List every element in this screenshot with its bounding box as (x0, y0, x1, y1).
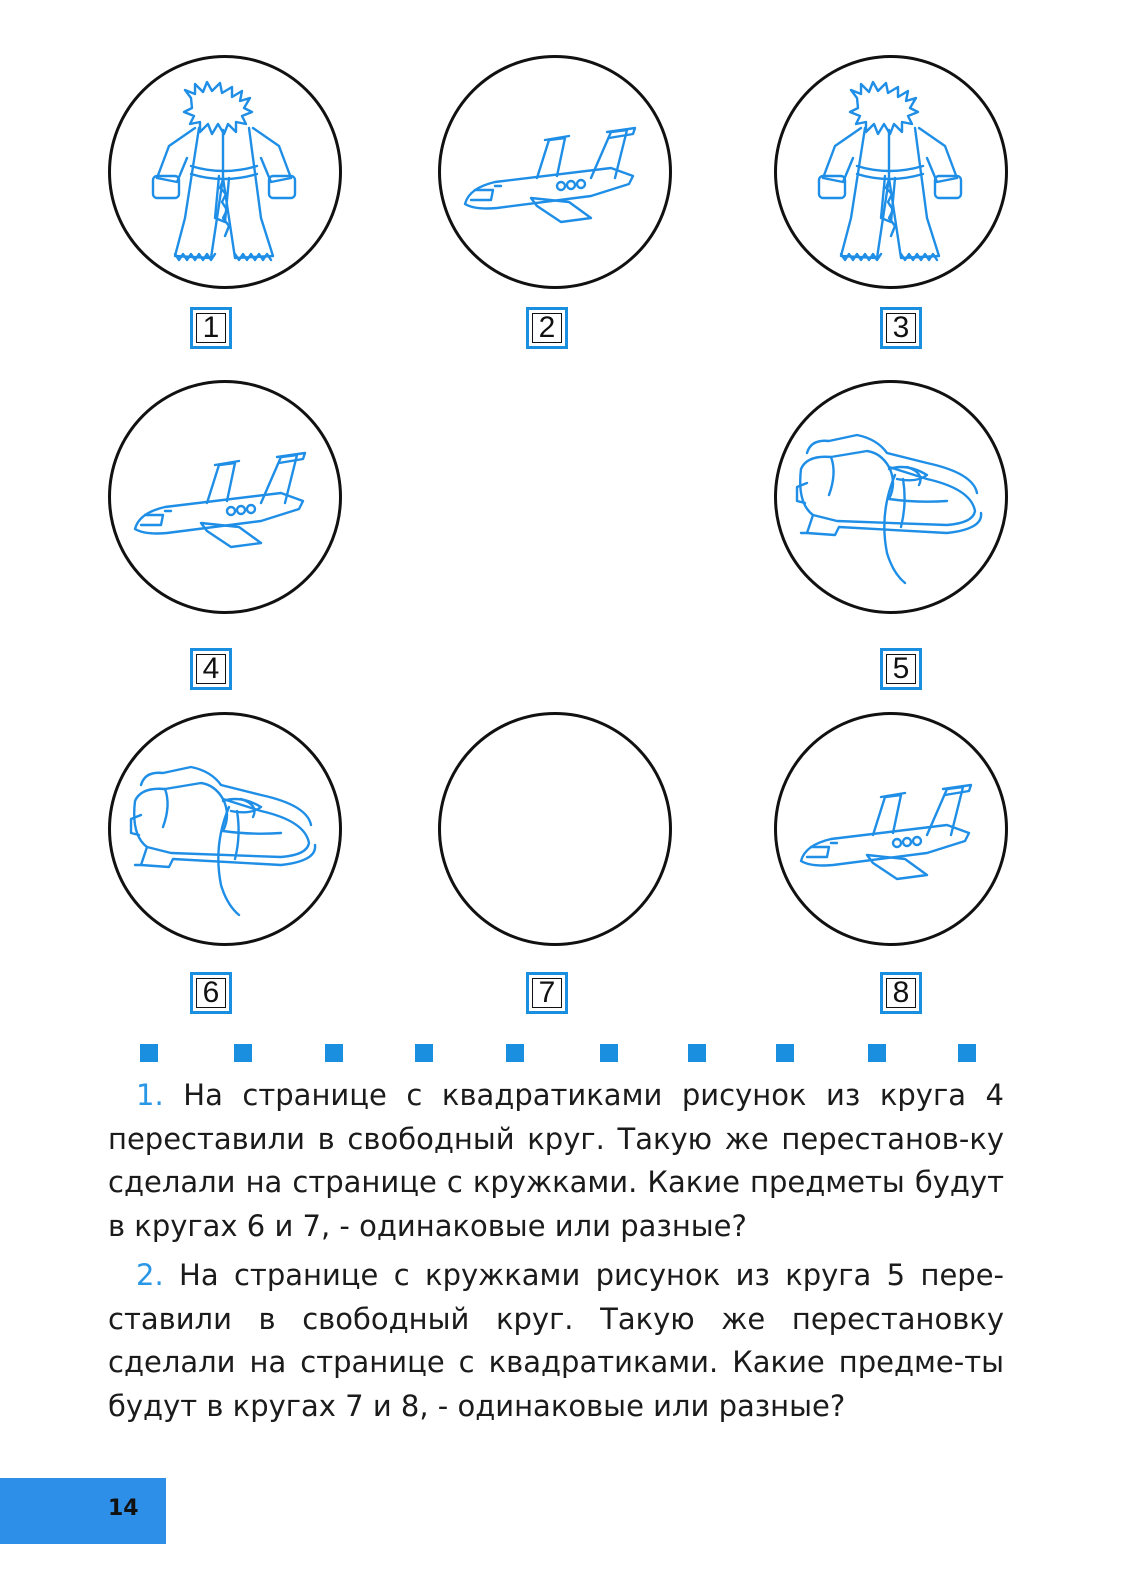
airplane-icon (777, 715, 1005, 943)
picture-circle-7 (438, 712, 672, 946)
task-1 (108, 1074, 1004, 1248)
circle-number-7: 7 (526, 972, 568, 1014)
picture-circle-4 (108, 380, 342, 614)
circle-number-2: 2 (526, 307, 568, 349)
divider-square (325, 1044, 343, 1062)
picture-circle-8 (774, 712, 1008, 946)
task-2-text: На странице с кружками рисунок из круга 5 пере-ставили в свободный круг. Такую же перестановку сделали на странице с квадратиками. Какие предме-ты будут в кругах 7 и 8, - одинаковые или разные? (108, 1258, 1005, 1423)
circle-number-5: 5 (880, 648, 922, 690)
picture-circle-6 (108, 712, 342, 946)
circle-number-6: 6 (190, 972, 232, 1014)
square-divider (140, 1044, 980, 1062)
divider-square (234, 1044, 252, 1062)
circle-number-1: 1 (190, 307, 232, 349)
divider-square (140, 1044, 158, 1062)
shoe-icon (777, 383, 1005, 611)
fur-coat-icon (111, 58, 339, 286)
circle-number-3: 3 (880, 307, 922, 349)
picture-circle-1 (108, 55, 342, 289)
divider-square (415, 1044, 433, 1062)
divider-square (688, 1044, 706, 1062)
task-2-number: 2. (136, 1258, 164, 1292)
task-2 (108, 1254, 1004, 1428)
divider-square (506, 1044, 524, 1062)
circle-number-8: 8 (880, 972, 922, 1014)
task-1-text: На странице с квадратиками рисунок из круга 4 переставили в свободный круг. Такую же перестанов-ку сделали на странице с кружками. Какие предметы будут в кругах 6 и 7, - одинаковые или разные? (108, 1078, 1005, 1243)
divider-square (868, 1044, 886, 1062)
page-number-bar (0, 1478, 166, 1544)
divider-square (600, 1044, 618, 1062)
fur-coat-icon (777, 58, 1005, 286)
divider-square (776, 1044, 794, 1062)
divider-square (958, 1044, 976, 1062)
shoe-icon (111, 715, 339, 943)
picture-circle-5 (774, 380, 1008, 614)
page-number: 14 (108, 1496, 139, 1521)
picture-circle-3 (774, 55, 1008, 289)
circle-number-4: 4 (190, 648, 232, 690)
task-1-number: 1. (136, 1078, 164, 1112)
airplane-icon (111, 383, 339, 611)
picture-circle-2 (438, 55, 672, 289)
airplane-icon (441, 58, 669, 286)
